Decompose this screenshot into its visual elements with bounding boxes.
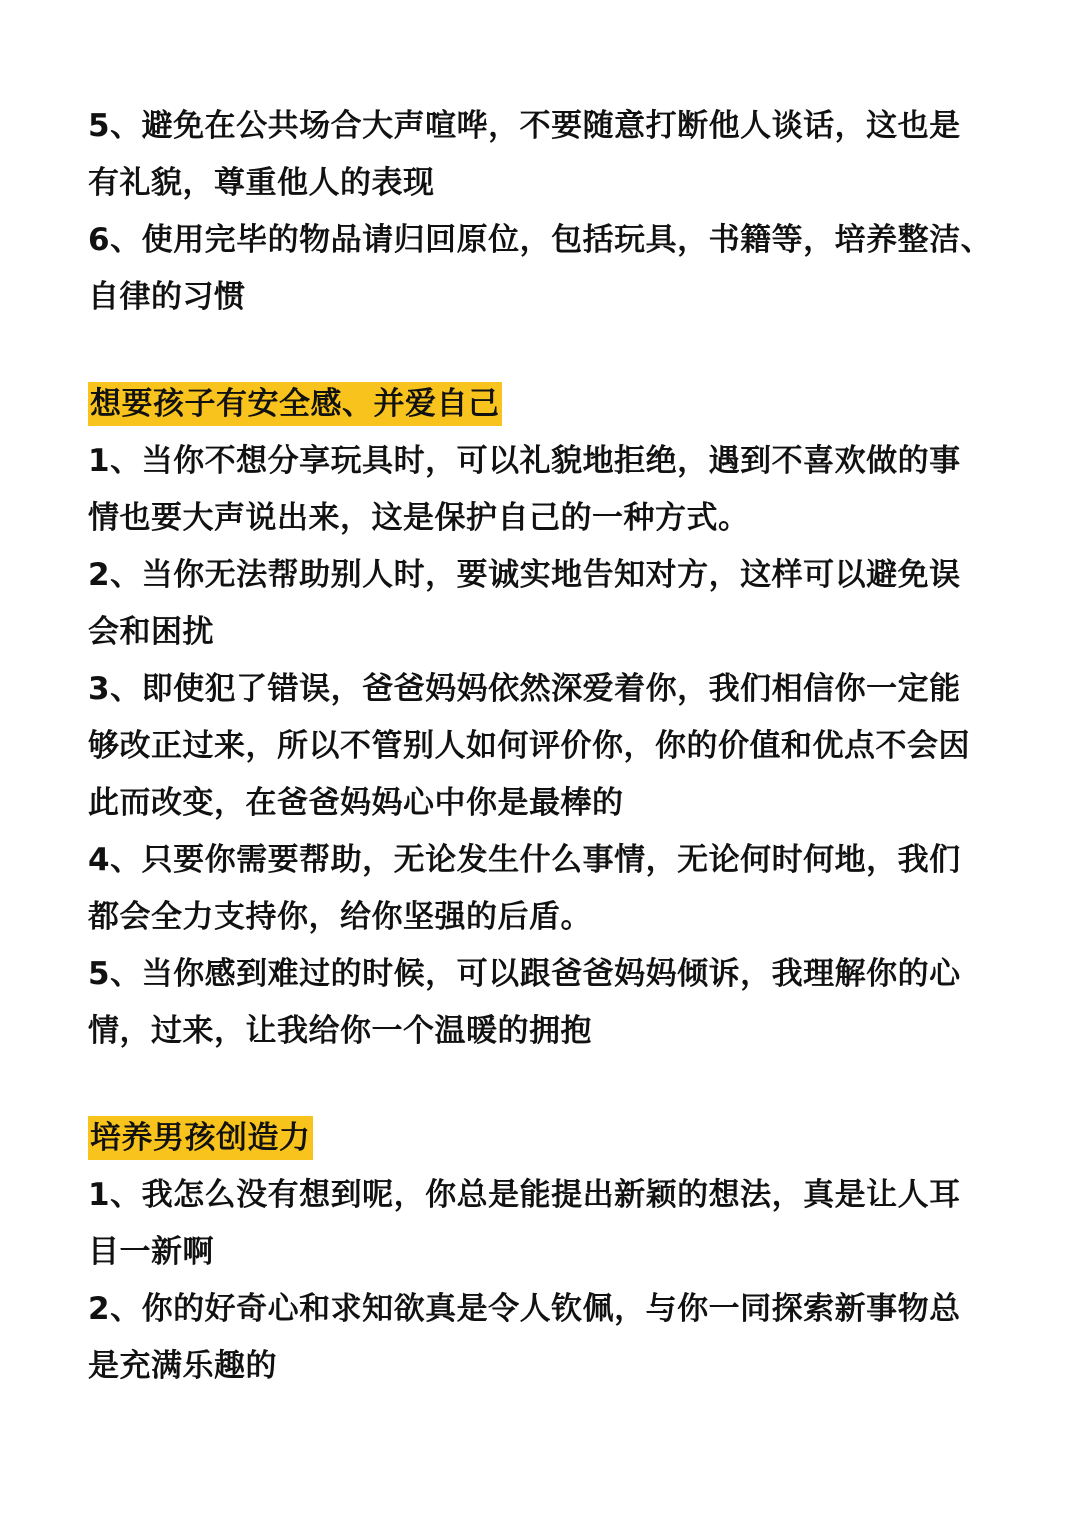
text-line: 2、当你无法帮助别人时，要诚实地告知对方，这样可以避免误 <box>88 557 961 593</box>
text-line: 情，过来，让我给你一个温暖的拥抱 <box>88 1013 592 1049</box>
text-line: 情也要大声说出来，这是保护自己的一种方式。 <box>88 500 750 536</box>
text-line: 有礼貌，尊重他人的表现 <box>88 165 435 201</box>
list-item <box>88 1281 998 1395</box>
list-item <box>88 1167 998 1281</box>
text-line: 是充满乐趣的 <box>88 1348 277 1384</box>
text-line: 5、当你感到难过的时候，可以跟爸爸妈妈倾诉，我理解你的心 <box>88 956 961 992</box>
text-line: 1、当你不想分享玩具时，可以礼貌地拒绝，遇到不喜欢做的事 <box>88 443 961 479</box>
list-item <box>88 946 998 1060</box>
text-line: 都会全力支持你，给你坚强的后盾。 <box>88 899 592 935</box>
section-creativity <box>88 1116 998 1395</box>
list-item <box>88 433 998 547</box>
text-line: 3、即使犯了错误，爸爸妈妈依然深爱着你，我们相信你一定能 <box>88 671 961 707</box>
list-item <box>88 547 998 661</box>
list-item <box>88 661 998 832</box>
text-line: 5、避免在公共场合大声喧哗，不要随意打断他人谈话，这也是 <box>88 108 961 144</box>
text-line: 2、你的好奇心和求知欲真是令人钦佩，与你一同探索新事物总 <box>88 1291 961 1327</box>
section-spacer <box>88 1060 998 1116</box>
text-line: 4、只要你需要帮助，无论发生什么事情，无论何时何地，我们 <box>88 842 961 878</box>
text-line: 够改正过来，所以不管别人如何评价你，你的价值和优点不会因 <box>88 728 970 764</box>
text-line: 自律的习惯 <box>88 279 246 315</box>
text-line: 此而改变，在爸爸妈妈心中你是最棒的 <box>88 785 624 821</box>
list-item <box>88 832 998 946</box>
text-line: 1、我怎么没有想到呢，你总是能提出新颖的想法，真是让人耳 <box>88 1177 961 1213</box>
text-line: 目一新啊 <box>88 1234 214 1270</box>
section-heading: 想要孩子有安全感、并爱自己 <box>88 382 502 426</box>
intro-section <box>88 98 998 326</box>
text-line: 6、使用完毕的物品请归回原位，包括玩具，书籍等，培养整洁、 <box>88 222 993 258</box>
section-security <box>88 382 998 1060</box>
list-item <box>88 212 998 326</box>
text-line: 会和困扰 <box>88 614 214 650</box>
list-item <box>88 98 998 212</box>
section-spacer <box>88 326 998 382</box>
section-heading: 培养男孩创造力 <box>88 1116 313 1160</box>
document-page <box>88 98 998 1395</box>
